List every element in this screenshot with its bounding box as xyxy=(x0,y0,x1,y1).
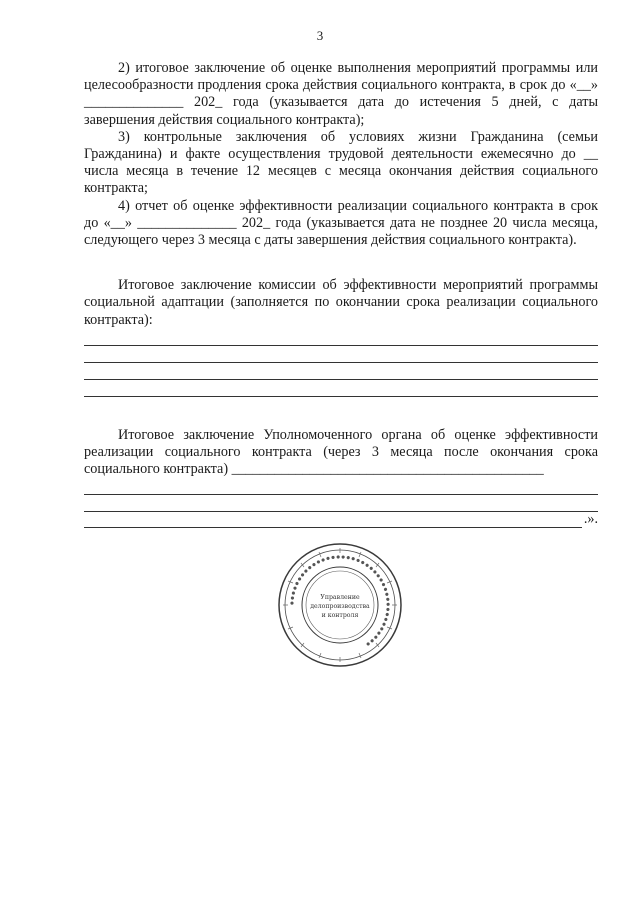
authorized-fill-lines xyxy=(84,478,598,528)
official-seal-stamp xyxy=(276,541,404,669)
list-item-2: 2) итоговое заключение об оценке выполнения мероприятий программы или целесообразности продления срока действия социального контракта, в срок до «__» ______________ 202_ года (указывается дата до истечения 5 дней, с даты завершения действия социального контракта); xyxy=(84,60,598,128)
seal-center-line-1: Управление xyxy=(320,594,360,601)
fill-line xyxy=(84,495,598,512)
document-body xyxy=(84,60,598,528)
commission-conclusion: Итоговое заключение комиссии об эффективности мероприятий программы социальной адаптации (заполняется по окончании срока реализации социального контракта): xyxy=(84,277,598,328)
final-fill-line xyxy=(84,512,598,528)
authorized-body-conclusion: Итоговое заключение Уполномоченного органа об оценке эффективности реализации социального контракта (через 3 месяца после окончания срока социального контракта) ____________________________________________ xyxy=(84,426,598,478)
seal-ring-text: ● ● ● ● ● ● ● ● ● ● ● ● ● ● ● ● ● ● ● ● ● ● ● ● ● ● ● ● ● ● ● ● ● ● ● ● ● ● ● xyxy=(288,553,392,648)
list-item-3: 3) контрольные заключения об условиях жизни Гражданина (семьи Гражданина) и факте осуществления трудовой деятельности ежемесячно до __ числа месяца в течение 12 месяцев с месяца окончания действия социального контракта; xyxy=(84,128,598,197)
seal-center-line-2: делопроизводства xyxy=(310,603,370,610)
fill-line xyxy=(84,380,598,397)
commission-fill-lines xyxy=(84,329,598,397)
fill-line xyxy=(84,329,598,346)
fill-line xyxy=(84,478,598,495)
seal-center-line-3: и контроля xyxy=(321,612,359,619)
list-item-4: 4) отчет об оценке эффективности реализации социального контракта в срок до «__» ______________ 202_ года (указывается дата не позднее 20 числа месяца, следующего через 3 месяца с даты завершения действия социального контракта). xyxy=(84,197,598,249)
fill-line xyxy=(84,346,598,363)
page-number: 3 xyxy=(316,28,324,43)
fill-line xyxy=(84,363,598,380)
closing-mark: .». xyxy=(583,511,598,528)
